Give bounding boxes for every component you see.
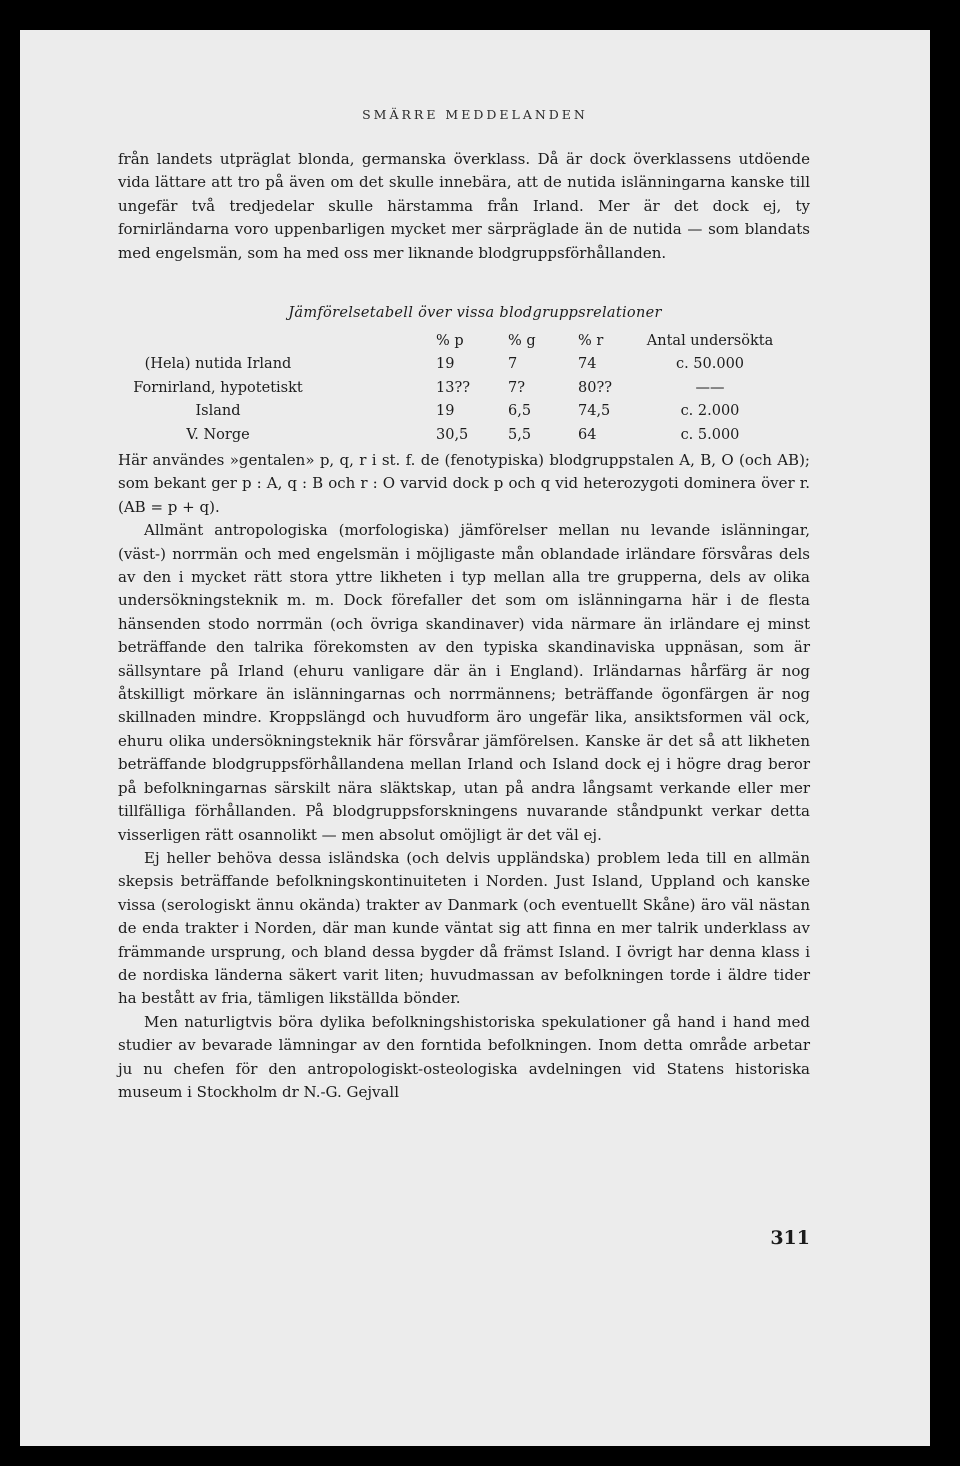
table-cell-label: V. Norge bbox=[186, 426, 250, 443]
table-cell: c. 2.000 bbox=[680, 403, 740, 420]
paragraph: Men naturligtvis böra dylika befolkningshistoriska spekulationer gå hand i hand med studier av bevarade lämningar av den forntida befolkningen. Inom detta område arbetar ju nu chefen för den antropologiskt-osteologiska avdelningen vid Statens historiska museum i Stockholm dr N.-G. Gejvall bbox=[118, 1012, 810, 1101]
table-header-cell: % p bbox=[436, 333, 464, 349]
table-row bbox=[118, 377, 818, 400]
table-cell-label: (Hela) nutida Irland bbox=[144, 356, 292, 373]
table-cell: 7? bbox=[508, 379, 525, 396]
table-cell: 13?? bbox=[436, 379, 470, 396]
table-title: Jämförelsetabell över vissa blodgruppsrelationer bbox=[288, 305, 662, 321]
body-text-main bbox=[118, 449, 810, 1104]
table-row bbox=[118, 400, 818, 423]
table-cell: 80?? bbox=[578, 379, 612, 396]
document-page bbox=[20, 30, 930, 1446]
table-header-row bbox=[118, 330, 818, 353]
table-cell: 6,5 bbox=[508, 403, 532, 420]
table-cell-label: Fornirland, hypotetiskt bbox=[133, 379, 303, 396]
table-cell-label: Island bbox=[195, 403, 241, 420]
table-header-cell: Antal undersökta bbox=[646, 333, 774, 349]
table-cell: 74 bbox=[578, 356, 597, 373]
body-text-top bbox=[118, 148, 810, 265]
paragraph: Här användes »gentalen» p, q, r i st. f. de (fenotypiska) blodgruppstalen A, B, O (och AB); som bekant ger p : A, q : B och r : O varvid dock p och q vid heterozygoti dominera över r. (AB = p + q). bbox=[118, 451, 810, 516]
paragraph: Ej heller behöva dessa isländska (och delvis uppländska) problem leda till en allmän skepsis beträffande befolkningskontinuiteten i Norden. Just Island, Uppland och kanske vissa (serologiskt ännu okända) trakter av Danmark (och eventuellt Skåne) äro väl nästan de enda trakter i Norden, där man kunde väntat sig att finna en mer talrik underklass av främmande ursprung, och bland dessa bygder då främst Island. I övrigt har denna klass i de nordiska länderna säkert varit liten; huvudmassan av befolkningen torde i äldre tider ha bestått av fria, tämligen likställda bönder. bbox=[118, 848, 810, 1008]
table-cell: 7 bbox=[508, 356, 518, 373]
table-cell: 30,5 bbox=[436, 426, 469, 443]
table-header-cell: % r bbox=[578, 333, 604, 349]
table-row bbox=[118, 353, 818, 376]
table-cell: c. 5.000 bbox=[680, 426, 740, 443]
table-header-cell: % g bbox=[508, 333, 536, 349]
table-cell: c. 50.000 bbox=[675, 356, 745, 373]
table-row bbox=[118, 424, 818, 447]
page-number: 311 bbox=[770, 1227, 810, 1249]
table-cell: 5,5 bbox=[508, 426, 532, 443]
paragraph: Allmänt antropologiska (morfologiska) jämförelser mellan nu levande islänningar, (väst-) norrmän och med engelsmän i möjligaste mån oblandade irländare försvåras dels av den i mycket rätt stora yttre likheten i typ mellan alla tre grupperna, dels av olika undersökningsteknik m. m. Dock förefaller det som om islänningarna här i de flesta hänsenden stodo norrmän (och övriga skandinaver) vida närmare än irländare ej minst beträffande den talrika förekomsten av den typiska skandinaviska uppnäsan, som är sällsyntare på Irland (ehuru vanligare där än i England). Irländarnas hårfärg är nog åtskilligt mörkare än islänningarnas och norrmännens; beträffande ögonfärgen är nog skillnaden mindre. Kroppslängd och huvudform äro ungefär lika, ansiktsformen väl ock, ehuru olika undersökningsteknik här försvårar jämförelsen. Kanske är det så att likheten beträffande blodgruppsförhållandena mellan Irland och Island dock ej i högre drag beror på befolkningarnas särskilt nära släktskap, utan på andra långsamt verkande eller mer tillfälliga förhållanden. På blodgruppsforskningens nuvarande ståndpunkt verkar detta visserligen rätt osannolikt — men absolut omöjligt är det väl ej. bbox=[118, 521, 810, 844]
table-cell: 19 bbox=[436, 403, 455, 420]
table-cell: 74,5 bbox=[578, 403, 611, 420]
table-cell: —— bbox=[695, 379, 725, 396]
running-title: SMÄRRE MEDDELANDEN bbox=[362, 107, 588, 122]
paragraph: från landets utpräglat blonda, germanska överklass. Då är dock överklassens utdöende vida lättare att tro på även om det skulle innebära, att de nutida islänningarna kanske till ungefär två tredjedelar skulle härstamma från Irland. Mer är det dock ej, ty fornirländarna voro uppenbarligen mycket mer särpräglade än de nutida — som blandats med engelsmän, som ha med oss mer liknande blodgruppsförhållanden. bbox=[118, 150, 810, 262]
table-cell: 64 bbox=[578, 426, 597, 443]
table-cell: 19 bbox=[436, 356, 455, 373]
blood-group-table bbox=[118, 330, 818, 447]
